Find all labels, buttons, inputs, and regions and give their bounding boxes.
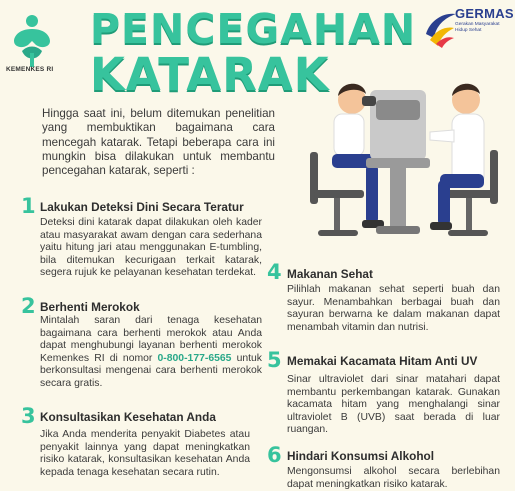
section-2-body-text: Mintalah saran dari tenaga kesehatan bagaimana cara berhenti merokok atau Anda dapat menghubungi layanan berhenti merokok Kemenkes RI di nomor	[40, 315, 262, 364]
section-1-title: Lakukan Deteksi Dini Secara Teratur	[40, 200, 244, 214]
page-title-line-1: PENCEGAHAN	[90, 5, 417, 53]
section-3-body: Jika Anda menderita penyakit Diabetes atau penyakit lainnya yang dapat meningkatkan risiko katarak, konsultasikan kesehatan Anda kepada tenaga kesehatan secara rutin.	[40, 429, 250, 478]
section-2-body	[40, 315, 262, 391]
section-2-number: 2	[21, 294, 36, 318]
section-2-title: Berhenti Merokok	[40, 300, 140, 314]
section-6-number: 6	[267, 443, 282, 467]
germas-tagline: Gerakan Masyarakat Hidup Sehat	[455, 22, 500, 33]
section-4-number: 4	[267, 260, 282, 284]
kemenkes-caption: KEMENKES RI	[6, 66, 54, 73]
section-4-body: Pilihlah makanan sehat seperti buah dan sayur. Menambahkan berbagai buah dan sayuran berwarna ke dalam makanan dapat menambah vitamin dan nutrisi.	[287, 284, 500, 333]
section-6-body: Mengonsumsi alkohol secara berlebihan dapat meningkatkan risiko katarak.	[287, 466, 500, 490]
section-5-number: 5	[267, 348, 282, 372]
germas-name: GERMAS	[455, 6, 514, 21]
section-5-body: Sinar ultraviolet dari sinar matahari dapat membantu perkembangan katarak. Gunakan kacamata hitam yang menghalangi sinar ultraviolet B (UVB) saat berada di luar ruangan.	[287, 374, 500, 436]
section-6-title: Hindari Konsumsi Alkohol	[287, 449, 435, 463]
section-3-title: Konsultasikan Kesehatan Anda	[40, 410, 216, 424]
quitline-phone[interactable]: 0-800-177-6565	[157, 352, 232, 364]
page-title-line-2: KATARAK	[90, 48, 330, 101]
intro-paragraph: Hingga saat ini, belum ditemukan penelitian yang membuktikan bagaimana cara mencegah katarak. Tetapi beberapa cara ini mungkin bisa dilakukan untuk membantu pencegahan katarak, seperti :	[42, 107, 275, 178]
section-1-number: 1	[21, 194, 36, 218]
eye-exam-illustration	[290, 70, 515, 250]
section-3-number: 3	[21, 404, 36, 428]
section-2-body-text-end: untuk berkonsultasi mengenai cara berhenti merokok secara gratis.	[40, 352, 262, 389]
section-5-title: Memakai Kacamata Hitam Anti UV	[287, 354, 478, 368]
section-4-title: Makanan Sehat	[287, 267, 373, 281]
section-1-body: Deteksi dini katarak dapat dilakukan oleh kader atau masyarakat awam dengan cara sederhana yaitu hitung jari atau menggunakan E-tumbling, bila ditemukan kecurigaan terkait katarak, segera rujuk ke pelayanan kesehatan terdekat.	[40, 217, 262, 279]
